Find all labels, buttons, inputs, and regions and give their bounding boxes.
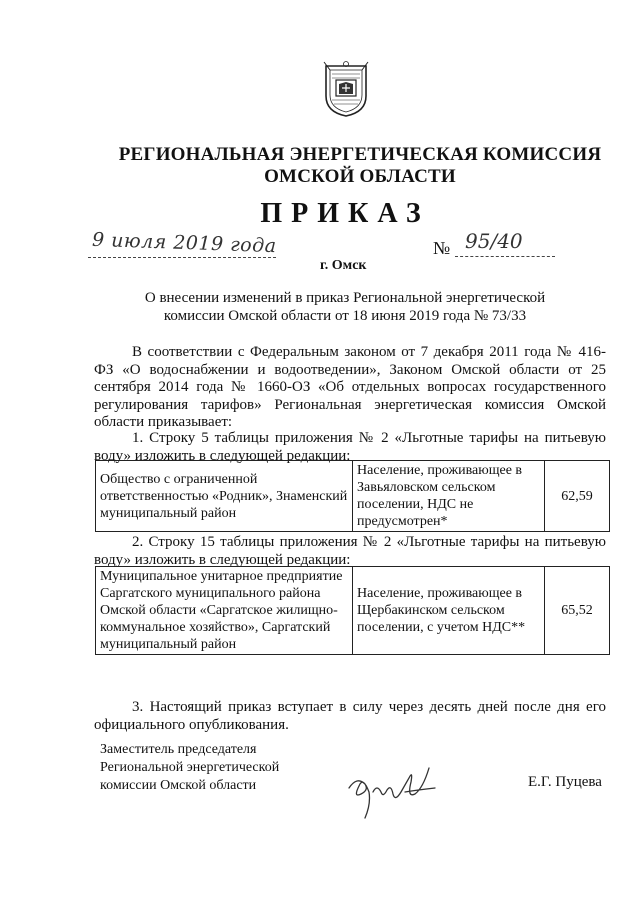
handwritten-signature (343, 758, 443, 828)
table-cell-consumer: Население, проживающее в Щербакинском сельском поселении, с учетом НДС** (353, 567, 545, 655)
tariff-table-row-15 (95, 566, 610, 655)
number-sign: № (433, 238, 451, 258)
intro-line: сентября 2014 года № 1660-ОЗ «Об отдельных вопросах государственного (94, 379, 606, 396)
item-3-line: 3. Настоящий приказ вступает в силу через десять дней после дня его (132, 699, 606, 715)
item-2-line: воду» изложить в следующей редакции: (94, 551, 351, 568)
table-cell-organization: Муниципальное унитарное предприятие Саргатского муниципального района Омской области «Саргатское жилищно-коммунальное хозяйство», Саргатский муниципальный район (96, 567, 353, 655)
date-underline (88, 257, 276, 258)
table-row (96, 461, 610, 532)
intro-line: ФЗ «О водоснабжении и водоотведении», Законом Омской области от 25 (94, 361, 606, 378)
item-1-line: 1. Строку 5 таблицы приложения № 2 «Льготные тарифы на питьевую (132, 430, 606, 446)
intro-line: области приказывает: (94, 414, 233, 431)
document-type-title: ПРИКАЗ (260, 198, 430, 229)
order-subject (130, 289, 560, 325)
intro-line: В соответствии с Федеральным законом от 7 декабря 2011 года № 416- (132, 344, 606, 360)
organization-name-line2: ОМСКОЙ ОБЛАСТИ (264, 166, 456, 187)
position-line: комиссии Омской области (100, 778, 257, 793)
signatory-position (100, 741, 279, 795)
subject-line: О внесении изменений в приказ Региональной энергетической (144, 290, 546, 306)
intro-paragraph (94, 344, 606, 432)
tariff-table-row-5 (95, 460, 610, 532)
item-3-line: официального опубликования. (94, 716, 289, 733)
organization-name-line1: РЕГИОНАЛЬНАЯ ЭНЕРГЕТИЧЕСКАЯ КОМИССИЯ (118, 144, 602, 165)
table-cell-consumer: Население, проживающее в Завьяловском сельском поселении, НДС не предусмотрен* (353, 461, 545, 532)
number-underline (455, 256, 555, 257)
subject-line: комиссии Омской области от 18 июня 2019 года № 73/33 (163, 308, 527, 324)
intro-line: регулирования тарифов» Региональная энергетическая комиссия Омской (94, 396, 606, 413)
handwritten-order-number: 95/40 (465, 229, 523, 253)
city-label: г. Омск (320, 258, 367, 273)
position-line: Заместитель председателя (100, 742, 257, 757)
item-2-line: 2. Строку 15 таблицы приложения № 2 «Льготные тарифы на питьевую (132, 534, 606, 550)
handwritten-date: 9 июля 2019 года (91, 228, 277, 258)
item-2-paragraph (94, 534, 606, 569)
table-cell-tariff: 65,52 (545, 567, 610, 655)
table-row (96, 567, 610, 655)
item-3-paragraph (94, 699, 606, 734)
position-line: Региональной энергетической (100, 760, 280, 775)
table-cell-tariff: 62,59 (545, 461, 610, 532)
coat-of-arms-emblem (322, 60, 370, 118)
table-cell-organization: Общество с ограниченной ответственностью «Родник», Знаменский муниципальный район (96, 461, 353, 532)
item-1-line: воду» изложить в следующей редакции: (94, 447, 351, 464)
signatory-name: Е.Г. Пуцева (528, 774, 602, 790)
